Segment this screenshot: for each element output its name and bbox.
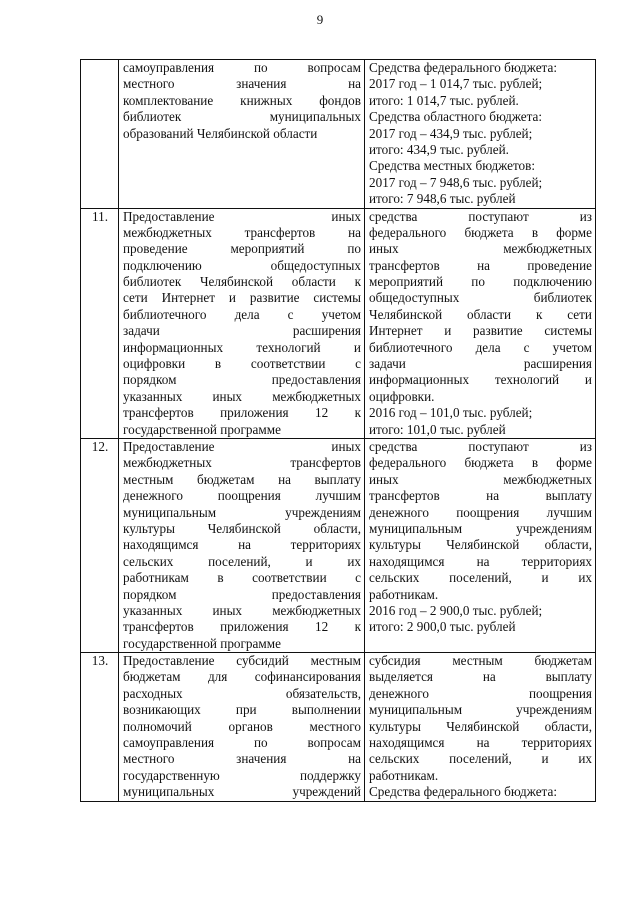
financing-cell [365, 653, 596, 802]
text-line: местного значения на [123, 76, 361, 92]
text-line: государственной программе [123, 421, 281, 437]
text-line: находящимся на территориях [369, 735, 592, 751]
text-line: информационных технологий и [369, 372, 592, 388]
text-line: 2017 год – 434,9 тыс. рублей; [369, 125, 533, 141]
measure-name-cell [119, 60, 365, 209]
table-row [81, 653, 596, 802]
text-line: культуры Челябинской области, [123, 520, 361, 536]
text-line: денежного поощрения [369, 685, 592, 701]
text-line: бюджетам для софинансирования [123, 669, 361, 685]
text-line: средства поступают из [369, 208, 592, 224]
text-line: итого: 101,0 тыс. рублей [369, 421, 506, 437]
text-line: работникам. [369, 586, 439, 602]
table-row [81, 208, 596, 438]
text-line: порядком предоставления [123, 372, 361, 388]
text-line: культуры Челябинской области, [369, 537, 592, 553]
text-line: трансфертов приложения 12 к [123, 619, 361, 635]
text-line: мероприятий по подключению [369, 274, 592, 290]
table-body [81, 60, 596, 802]
text-line: сельских поселений, и их [123, 553, 361, 569]
text-line: оцифровки в соответствии с [123, 356, 361, 372]
text-line: полномочий органов местного [123, 718, 361, 734]
text-line: денежного поощрения лучшим [369, 504, 592, 520]
text-line: задачи расширения [123, 323, 361, 339]
text-line: муниципальным учреждениям [369, 520, 592, 536]
text-line: местного значения на [123, 751, 361, 767]
text-line: иных межбюджетных [369, 471, 592, 487]
text-line: трансфертов на выплату [369, 488, 592, 504]
text-line: сети Интернет и развитие системы [123, 290, 361, 306]
text-line: находящимся на территориях [123, 537, 361, 553]
text-line: межбюджетных трансфертов на [123, 224, 361, 240]
text-line: трансфертов приложения 12 к [123, 405, 361, 421]
text-line: итого: 2 900,0 тыс. рублей [369, 619, 516, 635]
text-line: информационных технологий и [123, 339, 361, 355]
text-line: муниципальным учреждениям [369, 702, 592, 718]
row-number-cell [81, 60, 119, 209]
text-line: задачи расширения [369, 356, 592, 372]
row-number-cell: 11. [81, 208, 119, 438]
text-line: Средства федерального бюджета: [369, 60, 557, 75]
financing-cell [365, 60, 596, 209]
text-line: Предоставление иных [123, 438, 361, 454]
text-line: подключению общедоступных [123, 257, 361, 273]
text-line: государственную поддержку [123, 767, 361, 783]
text-line: 2016 год – 2 900,0 тыс. рублей; [369, 602, 543, 618]
text-line: Предоставление иных [123, 208, 361, 224]
measure-name-cell [119, 208, 365, 438]
text-line: Средства федерального бюджета: [369, 784, 557, 800]
text-line: библиотек Челябинской области к [123, 274, 361, 290]
text-line: местным бюджетам на выплату [123, 471, 361, 487]
text-line: расходных обязательств, [123, 685, 361, 701]
financing-cell [365, 208, 596, 438]
table-row [81, 60, 596, 209]
text-line: комплектование книжных фондов [123, 92, 361, 108]
text-line: библиотек муниципальных [123, 109, 361, 125]
text-line: итого: 434,9 тыс. рублей. [369, 141, 509, 157]
text-line: межбюджетных трансфертов [123, 455, 361, 471]
text-line: образований Челябинской области [123, 125, 318, 141]
text-line: находящимся на территориях [369, 553, 592, 569]
text-line: субсидия местным бюджетам [369, 653, 592, 669]
text-line: выделяется на выплату [369, 669, 592, 685]
text-line: 2017 год – 1 014,7 тыс. рублей; [369, 76, 543, 92]
text-line: работникам. [369, 767, 439, 783]
text-line: муниципальных учреждений [123, 784, 361, 800]
financing-cell [365, 438, 596, 652]
text-line: порядком предоставления [123, 586, 361, 602]
text-line: указанных иных межбюджетных [123, 388, 361, 404]
measure-name-cell [119, 438, 365, 652]
text-line: итого: 7 948,6 тыс. рублей [369, 191, 516, 207]
text-line: Средства областного бюджета: [369, 109, 543, 125]
text-line: трансфертов на проведение [369, 257, 592, 273]
text-line: Средства местных бюджетов: [369, 158, 536, 174]
text-line: федерального бюджета в форме [369, 224, 592, 240]
text-line: сельских поселений, и их [369, 570, 592, 586]
text-line: библиотечного дела с учетом [369, 339, 592, 355]
text-line: оцифровки. [369, 388, 435, 404]
text-line: 2017 год – 7 948,6 тыс. рублей; [369, 174, 543, 190]
text-line: 2016 год – 101,0 тыс. рублей; [369, 405, 533, 421]
row-number-cell: 13. [81, 653, 119, 802]
text-line: Интернет и развитие системы [369, 323, 592, 339]
text-line: федерального бюджета в форме [369, 455, 592, 471]
row-number-cell: 12. [81, 438, 119, 652]
text-line: проведение мероприятий по [123, 241, 361, 257]
text-line: возникающих при выполнении [123, 702, 361, 718]
text-line: денежного поощрения лучшим [123, 488, 361, 504]
text-line: итого: 1 014,7 тыс. рублей. [369, 92, 519, 108]
text-line: Предоставление субсидий местным [123, 653, 361, 669]
text-line: государственной программе [123, 635, 281, 651]
text-line: иных межбюджетных [369, 241, 592, 257]
text-line: самоуправления по вопросам [123, 735, 361, 751]
text-line: средства поступают из [369, 438, 592, 454]
text-line: общедоступных библиотек [369, 290, 592, 306]
measure-name-cell [119, 653, 365, 802]
text-line: самоуправления по вопросам [123, 60, 361, 75]
text-line: работникам в соответствии с [123, 570, 361, 586]
table-row [81, 438, 596, 652]
page-number: 9 [316, 12, 324, 27]
text-line: культуры Челябинской области, [369, 718, 592, 734]
text-line: сельских поселений, и их [369, 751, 592, 767]
text-line: библиотечного дела с учетом [123, 306, 361, 322]
text-line: указанных иных межбюджетных [123, 602, 361, 618]
text-line: Челябинской области к сети [369, 306, 592, 322]
text-line: муниципальным учреждениям [123, 504, 361, 520]
program-table [80, 59, 596, 802]
